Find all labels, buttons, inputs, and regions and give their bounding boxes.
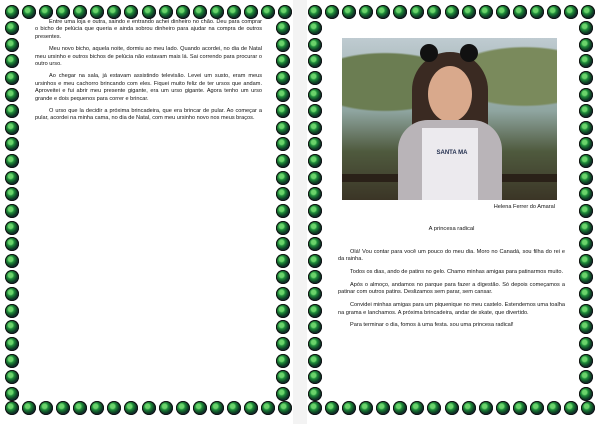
globe-border-icon (5, 304, 19, 318)
globe-border-icon (579, 88, 593, 102)
globe-border-icon (308, 104, 322, 118)
globe-border-icon (5, 137, 19, 151)
globe-border-icon (513, 5, 527, 19)
globe-border-icon (244, 5, 258, 19)
globe-border-icon (308, 187, 322, 201)
globe-border-icon (513, 401, 527, 415)
story-text (338, 249, 565, 335)
right-border (276, 21, 292, 401)
globe-border-icon (276, 171, 290, 185)
globe-border-icon (308, 38, 322, 52)
globe-border-icon (579, 21, 593, 35)
globe-border-icon (176, 5, 190, 19)
globe-border-icon (5, 221, 19, 235)
globe-border-icon (5, 204, 19, 218)
globe-border-icon (5, 354, 19, 368)
globe-border-icon (579, 354, 593, 368)
globe-border-icon (5, 38, 19, 52)
globe-border-icon (308, 121, 322, 135)
globe-border-icon (410, 401, 424, 415)
globe-border-icon (393, 5, 407, 19)
globe-border-icon (227, 401, 241, 415)
globe-border-icon (547, 401, 561, 415)
globe-border-icon (308, 254, 322, 268)
globe-border-icon (5, 21, 19, 35)
globe-border-icon (579, 38, 593, 52)
globe-border-icon (276, 354, 290, 368)
globe-border-icon (579, 320, 593, 334)
globe-border-icon (579, 137, 593, 151)
globe-border-icon (5, 5, 19, 19)
globe-border-icon (90, 401, 104, 415)
globe-border-icon (107, 401, 121, 415)
globe-border-icon (579, 204, 593, 218)
bottom-border (5, 401, 292, 417)
paragraph: Meu novo bicho, aquela noite, dormiu ao meu lado. Quando acordei, no dia de Natal meu ursinho e outros bichos de pelúcia não estavam mais lá. Sai correndo para procurar o outro urso. (35, 46, 262, 68)
globe-border-icon (5, 104, 19, 118)
globe-border-icon (579, 121, 593, 135)
globe-border-icon (564, 401, 578, 415)
globe-border-icon (210, 401, 224, 415)
globe-border-icon (276, 221, 290, 235)
globe-border-icon (73, 401, 87, 415)
globe-border-icon (22, 5, 36, 19)
globe-border-icon (276, 254, 290, 268)
globe-border-icon (479, 5, 493, 19)
photo-face (428, 66, 472, 122)
globe-border-icon (193, 5, 207, 19)
globe-border-icon (564, 5, 578, 19)
globe-border-icon (308, 304, 322, 318)
globe-border-icon (308, 370, 322, 384)
globe-border-icon (308, 154, 322, 168)
globe-border-icon (479, 401, 493, 415)
globe-border-icon (5, 270, 19, 284)
globe-border-icon (276, 370, 290, 384)
globe-border-icon (445, 401, 459, 415)
globe-border-icon (276, 304, 290, 318)
globe-border-icon (210, 5, 224, 19)
globe-border-icon (308, 287, 322, 301)
globe-border-icon (5, 337, 19, 351)
left-page (5, 5, 292, 417)
globe-border-icon (496, 401, 510, 415)
globe-border-icon (393, 401, 407, 415)
globe-border-icon (276, 88, 290, 102)
globe-border-icon (276, 270, 290, 284)
globe-border-icon (5, 237, 19, 251)
right-border (579, 21, 595, 401)
globe-border-icon (124, 5, 138, 19)
globe-border-icon (5, 287, 19, 301)
paragraph: O urso que la decidir a próxima brincadeira, que era brincar de pular. Ao começar a pular, acordei na minha cama, no dia de Natal, com meu ursinho novo nos meus braços. (35, 108, 262, 122)
globe-border-icon (359, 401, 373, 415)
paragraph: Olá! Vou contar para você um pouco do meu dia. Moro no Canadá, sou filha do rei e da rainha. (338, 249, 565, 263)
globe-border-icon (193, 401, 207, 415)
globe-border-icon (276, 104, 290, 118)
globe-border-icon (308, 5, 322, 19)
globe-border-icon (308, 270, 322, 284)
paragraph: Entre uma loja e outra, saindo e entrando achei dinheiro no chão. Deu para comprar o bicho de pelúcia que queria e ainda sobrou dinheiro para ajudar na compra de outros presentes. (35, 19, 262, 40)
globe-border-icon (579, 187, 593, 201)
globe-border-icon (308, 71, 322, 85)
globe-border-icon (22, 401, 36, 415)
globe-border-icon (308, 21, 322, 35)
globe-border-icon (5, 54, 19, 68)
globe-border-icon (5, 121, 19, 135)
globe-border-icon (308, 387, 322, 401)
globe-border-icon (579, 387, 593, 401)
globe-border-icon (56, 401, 70, 415)
globe-border-icon (278, 401, 292, 415)
shirt-text: SANTA MA (436, 150, 468, 156)
globe-border-icon (579, 71, 593, 85)
globe-border-icon (547, 5, 561, 19)
globe-border-icon (427, 401, 441, 415)
globe-border-icon (308, 354, 322, 368)
globe-border-icon (276, 237, 290, 251)
globe-border-icon (579, 237, 593, 251)
page-gutter (293, 0, 307, 424)
story-title: A princesa radical (428, 226, 475, 232)
globe-border-icon (276, 38, 290, 52)
globe-border-icon (579, 287, 593, 301)
globe-border-icon (579, 104, 593, 118)
globe-border-icon (581, 401, 595, 415)
globe-border-icon (342, 401, 356, 415)
globe-border-icon (276, 21, 290, 35)
globe-border-icon (159, 401, 173, 415)
globe-border-icon (176, 401, 190, 415)
globe-border-icon (308, 337, 322, 351)
globe-border-icon (5, 187, 19, 201)
globe-border-icon (579, 54, 593, 68)
globe-border-icon (579, 370, 593, 384)
globe-border-icon (261, 5, 275, 19)
globe-border-icon (308, 320, 322, 334)
globe-border-icon (90, 5, 104, 19)
globe-border-icon (5, 387, 19, 401)
globe-border-icon (276, 204, 290, 218)
globe-border-icon (308, 204, 322, 218)
globe-border-icon (530, 5, 544, 19)
globe-border-icon (308, 401, 322, 415)
globe-border-icon (579, 304, 593, 318)
globe-border-icon (579, 154, 593, 168)
right-page (308, 5, 595, 417)
globe-border-icon (5, 88, 19, 102)
globe-border-icon (107, 5, 121, 19)
globe-border-icon (276, 187, 290, 201)
globe-border-icon (276, 121, 290, 135)
globe-border-icon (579, 171, 593, 185)
globe-border-icon (227, 5, 241, 19)
globe-border-icon (308, 88, 322, 102)
globe-border-icon (581, 5, 595, 19)
globe-border-icon (276, 287, 290, 301)
globe-border-icon (427, 5, 441, 19)
globe-border-icon (39, 5, 53, 19)
globe-border-icon (5, 71, 19, 85)
globe-border-icon (5, 154, 19, 168)
mouse-ear-icon (460, 44, 478, 62)
globe-border-icon (359, 5, 373, 19)
globe-border-icon (124, 401, 138, 415)
photo-caption: Helena Ferrer do Amaral (493, 204, 555, 210)
globe-border-icon (342, 5, 356, 19)
globe-border-icon (39, 401, 53, 415)
globe-border-icon (462, 5, 476, 19)
globe-border-icon (261, 401, 275, 415)
top-border (308, 5, 595, 21)
globe-border-icon (244, 401, 258, 415)
globe-border-icon (5, 254, 19, 268)
globe-border-icon (308, 237, 322, 251)
globe-border-icon (159, 5, 173, 19)
globe-border-icon (325, 401, 339, 415)
globe-border-icon (308, 54, 322, 68)
paragraph: Ao chegar na sala, já estavam assistindo televisão. Levei um susto, eram meus ursinhos e meu cachorro brincando com eles. Fiquei muito feliz de ter ursos que andam. Aproveitei e fui abrir meu presente gigante, era um urso gigante. Agora tenho um urso grande e dois pequenos para correr e brincar. (35, 73, 262, 102)
globe-border-icon (579, 270, 593, 284)
globe-border-icon (276, 320, 290, 334)
globe-border-icon (56, 5, 70, 19)
globe-border-icon (276, 71, 290, 85)
globe-border-icon (278, 5, 292, 19)
author-photo (342, 38, 557, 200)
globe-border-icon (410, 5, 424, 19)
mouse-ear-icon (420, 44, 438, 62)
globe-border-icon (445, 5, 459, 19)
globe-border-icon (5, 171, 19, 185)
paragraph: Todos os dias, ando de patins no gelo. Chamo minhas amigas para patinarmos muito. (350, 269, 563, 276)
paragraph: Convidei minhas amigas para um piquenique no meu castelo. Estendemos uma toalha na grama e lanchamos. A próxima brincadeira, andar de skate, que divertido. (338, 302, 565, 316)
globe-border-icon (579, 254, 593, 268)
globe-border-icon (462, 401, 476, 415)
globe-border-icon (73, 5, 87, 19)
globe-border-icon (142, 5, 156, 19)
globe-border-icon (579, 337, 593, 351)
globe-border-icon (496, 5, 510, 19)
globe-border-icon (276, 154, 290, 168)
bottom-border (308, 401, 595, 417)
globe-border-icon (325, 5, 339, 19)
globe-border-icon (142, 401, 156, 415)
globe-border-icon (276, 137, 290, 151)
globe-border-icon (308, 171, 322, 185)
globe-border-icon (5, 370, 19, 384)
photo-shirt (422, 128, 478, 200)
globe-border-icon (376, 5, 390, 19)
left-border (5, 21, 21, 401)
globe-border-icon (276, 54, 290, 68)
globe-border-icon (308, 137, 322, 151)
globe-border-icon (376, 401, 390, 415)
story-text (35, 19, 262, 128)
paragraph: Para terminar o dia, fomos à uma festa. sou uma princesa radical! (350, 322, 514, 329)
globe-border-icon (276, 337, 290, 351)
globe-border-icon (5, 320, 19, 334)
paragraph: Após o almoço, andamos no parque para fazer a digestão. Só depois começamos a patinar com outros patins. Deslizamos sem parar, sem cansar. (338, 282, 565, 296)
globe-border-icon (5, 401, 19, 415)
left-border (308, 21, 324, 401)
globe-border-icon (276, 387, 290, 401)
globe-border-icon (530, 401, 544, 415)
